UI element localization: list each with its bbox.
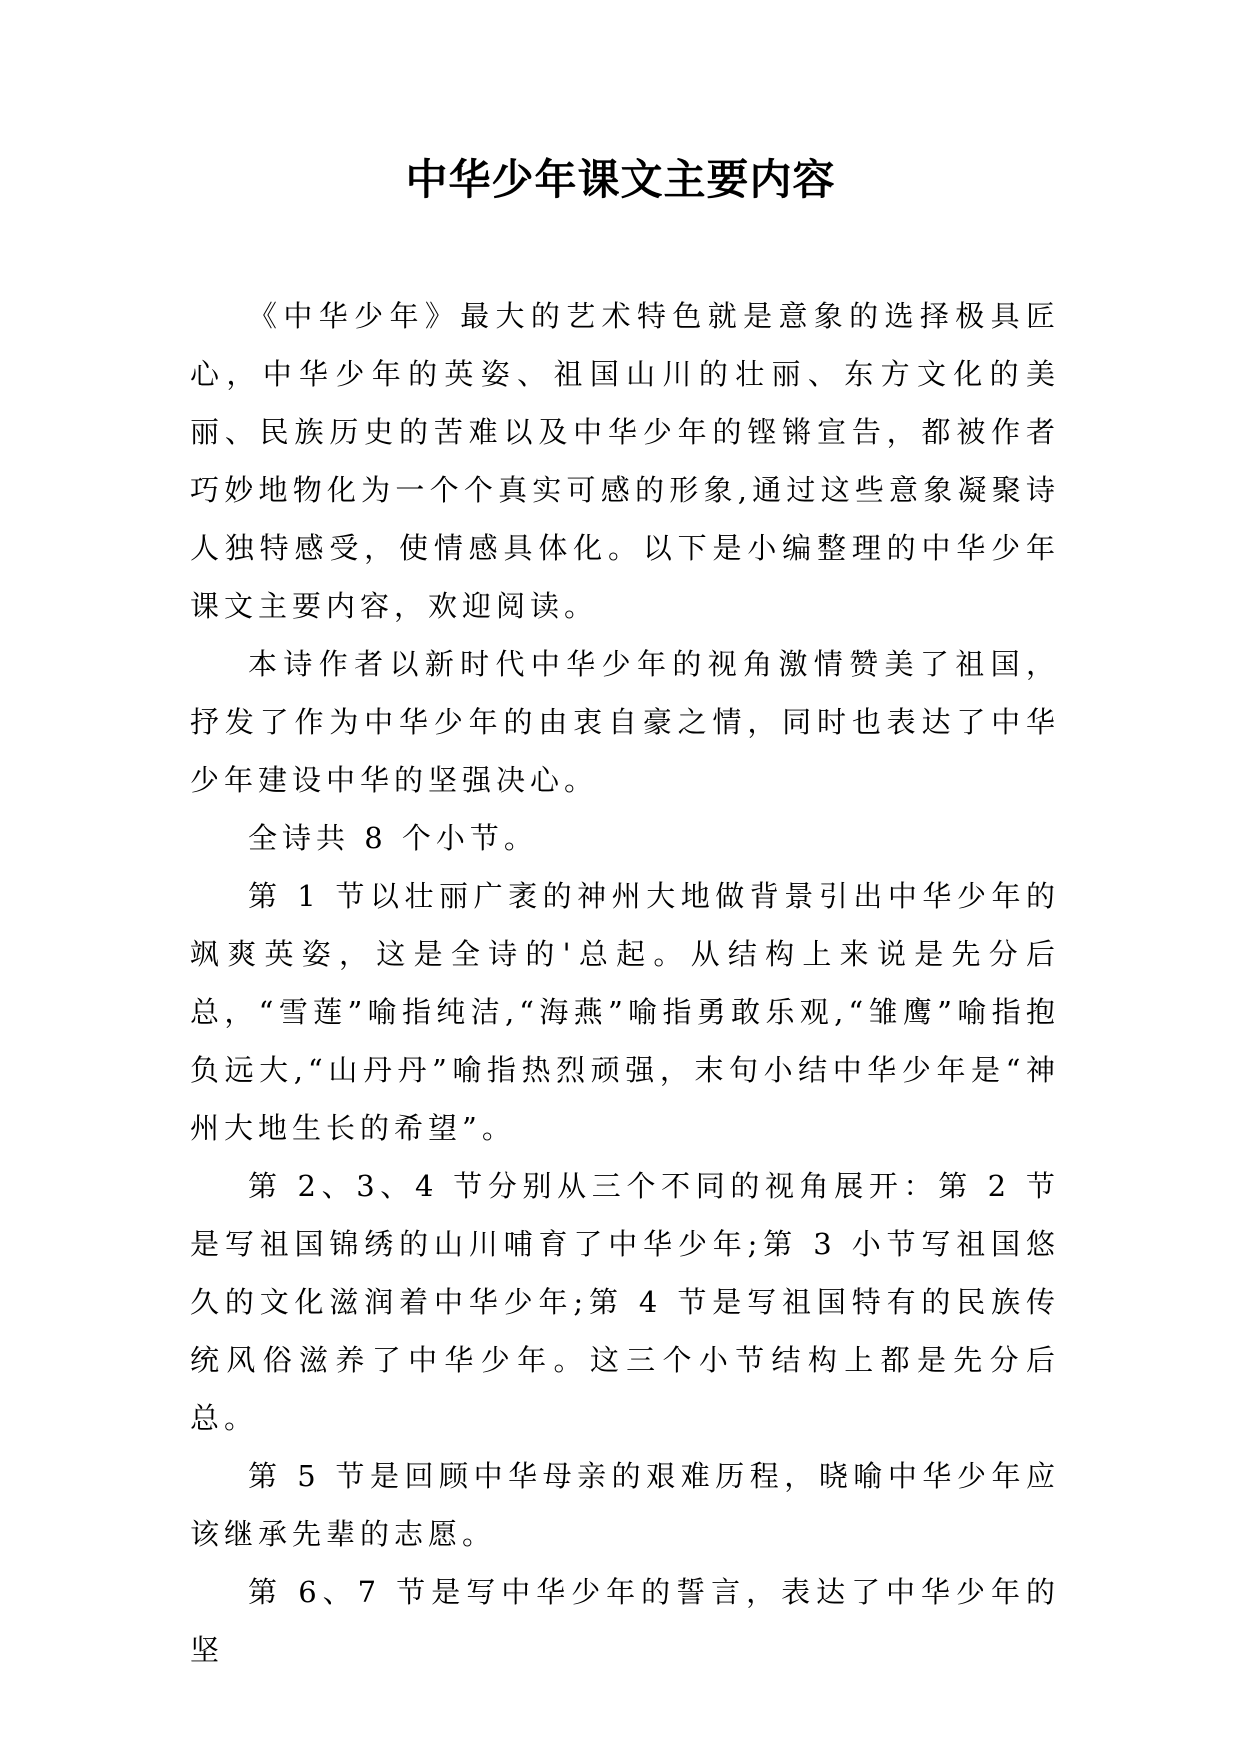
- paragraph-sections-2-4: 第 2、3、4 节分别从三个不同的视角展开：第 2 节是写祖国锦绣的山川哺育了中华少年;第 3 小节写祖国悠久的文化滋润着中华少年;第 4 节是写祖国特有的民族传统风俗滋养了中华少年。这三个小节结构上都是先分后总。: [190, 1169, 1060, 1435]
- paragraph-section-count: 全诗共 8 个小节。: [248, 821, 538, 855]
- paragraph-section-1: 第 1 节以壮丽广袤的神州大地做背景引出中华少年的飒爽英姿，这是全诗的'总起。从结构上来说是先分后总，“雪莲”喻指纯洁,“海燕”喻指勇敢乐观,“雏鹰”喻指抱负远大,“山丹丹”喻指热烈顽强，末句小结中华少年是“神州大地生长的希望”。: [190, 879, 1060, 1145]
- paragraph-sections-6-7: 第 6、7 节是写中华少年的誓言，表达了中华少年的坚: [190, 1575, 1060, 1667]
- document-body: [190, 287, 1060, 1679]
- paragraph-intro: 《中华少年》最大的艺术特色就是意象的选择极具匠心，中华少年的英姿、祖国山川的壮丽、东方文化的美丽、民族历史的苦难以及中华少年的铿锵宣告，都被作者巧妙地物化为一个个真实可感的形象,通过这些意象凝聚诗人独特感受，使情感具体化。以下是小编整理的中华少年课文主要内容，欢迎阅读。: [190, 299, 1060, 623]
- document-title: 中华少年课文主要内容: [405, 155, 836, 204]
- paragraph-theme: 本诗作者以新时代中华少年的视角激情赞美了祖国，抒发了作为中华少年的由衷自豪之情，同时也表达了中华少年建设中华的坚强决心。: [190, 647, 1060, 797]
- paragraph-section-5: 第 5 节是回顾中华母亲的艰难历程，晓喻中华少年应该继承先辈的志愿。: [190, 1459, 1060, 1551]
